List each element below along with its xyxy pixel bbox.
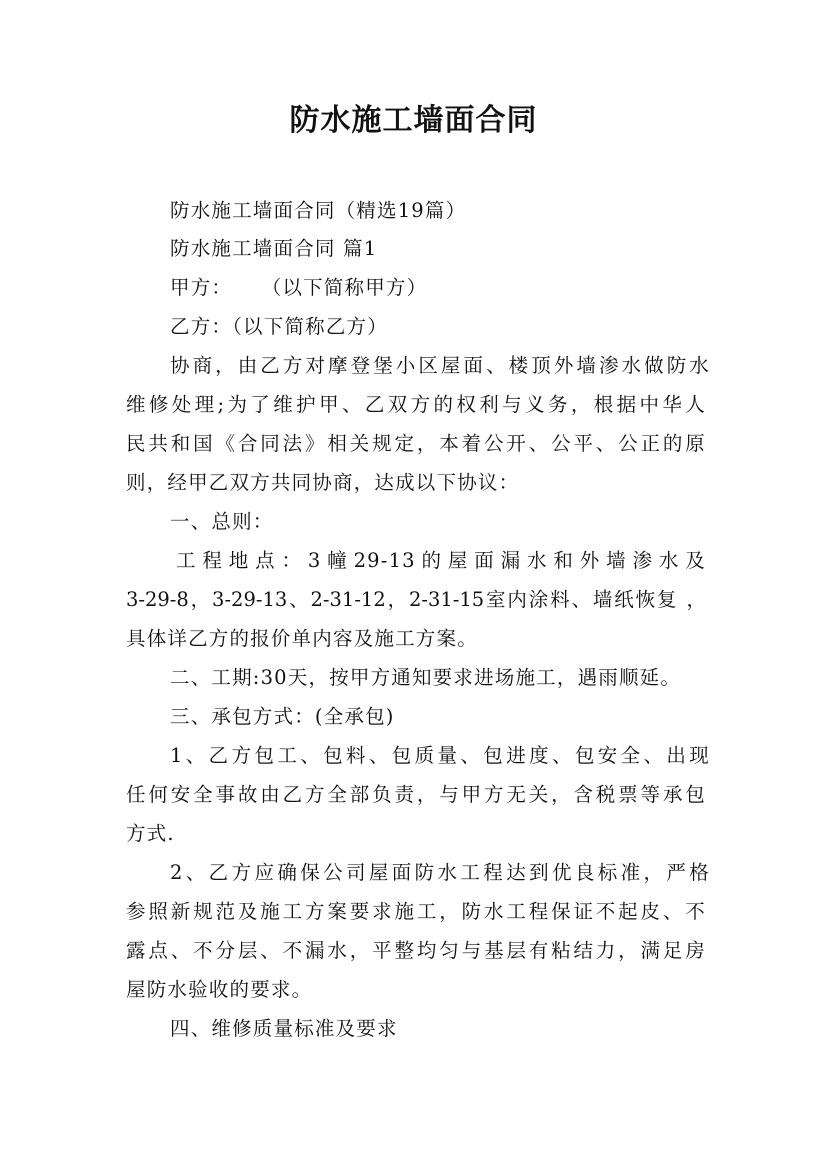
document-title: 防水施工墙面合同	[289, 103, 538, 138]
paragraph-line: 屋防水验收的要求。	[126, 978, 313, 1001]
party-b-line: 乙方：（以下简称乙方）	[170, 315, 388, 338]
paragraph-line: 参照新规范及施工方案要求施工，防水工程保证不起皮、不	[126, 900, 706, 923]
paragraph-line: 则，经甲乙双方共同协商，达成以下协议：	[126, 471, 520, 494]
paragraph-line: 民共和国《合同法》相关规定，本着公开、公平、公正的原	[126, 432, 706, 455]
paragraph-line: 1、乙方包工、包料、包质量、包进度、包安全、出现	[170, 744, 710, 767]
clause-heading: 四、维修质量标准及要求	[170, 1017, 398, 1040]
paragraph-line: 3-29-8，3-29-13、2-31-12，2-31-15室内涂料、墙纸恢复 ，	[126, 588, 706, 611]
paragraph-line: 协商，由乙方对摩登堡小区屋面、楼顶外墙渗水做防水	[170, 354, 710, 377]
clause-heading: 三、承包方式：(全承包)	[170, 705, 395, 728]
clause-heading: 二、工期:30天，按甲方通知要求进场施工，遇雨顺延。	[170, 666, 682, 689]
clause-heading: 一、总则：	[170, 510, 274, 533]
paragraph-line: 2、乙方应确保公司屋面防水工程达到优良标准，严格	[170, 861, 710, 884]
paragraph-line: 工程地点：3幢29-13的屋面漏水和外墙渗水及	[176, 549, 706, 572]
paragraph-line: 具体详乙方的报价单内容及施工方案。	[126, 627, 478, 650]
subtitle-line: 防水施工墙面合同（精选19篇）	[170, 199, 467, 222]
paragraph-line: 维修处理;为了维护甲、乙双方的权利与义务，根据中华人	[126, 393, 706, 416]
party-a-line: 甲方： （以下简称甲方）	[170, 276, 428, 299]
section-heading: 防水施工墙面合同 篇1	[170, 237, 378, 260]
paragraph-line: 方式.	[126, 822, 175, 845]
paragraph-line: 露点、不分层、不漏水，平整均匀与基层有粘结力，满足房	[126, 939, 706, 962]
paragraph-line: 任何安全事故由乙方全部负责，与甲方无关，含税票等承包	[126, 783, 706, 806]
